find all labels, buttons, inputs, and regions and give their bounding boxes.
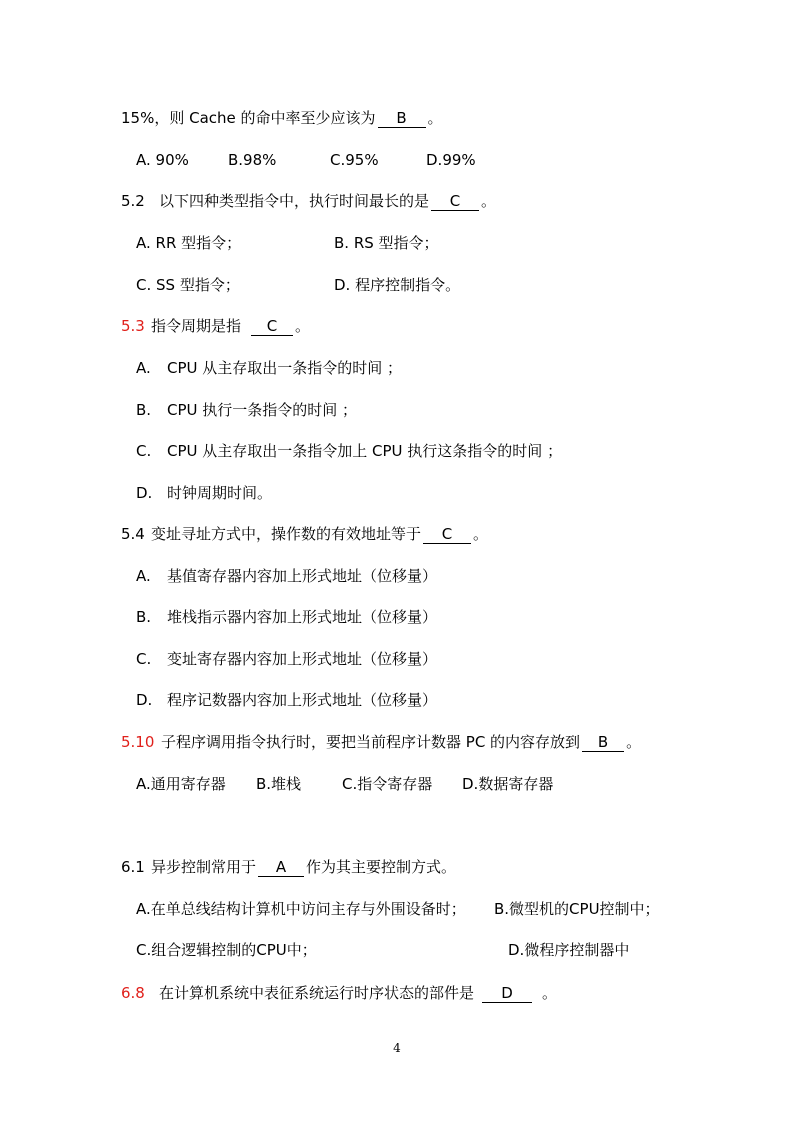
question-suffix: 。 (542, 984, 558, 1002)
question-5-4-option-b (136, 607, 437, 627)
question-6-1-options-row1 (136, 899, 660, 919)
option-text: 堆栈指示器内容加上形式地址（位移量） (167, 608, 438, 626)
question-5-4-option-c (136, 649, 437, 669)
option-b: B.堆栈 (256, 775, 302, 793)
question-5-4-option-a (136, 566, 437, 586)
option-c: C.指令寄存器 (342, 775, 433, 793)
question-5-4-option-d (136, 690, 437, 710)
question-number: 5.10 (121, 733, 155, 751)
answer-blank: B (582, 733, 624, 752)
question-5-3-option-c (136, 441, 562, 461)
question-5-3-option-d (136, 483, 272, 503)
option-b: B.98% (228, 151, 277, 169)
option-c: C.组合逻辑控制的CPU中； (136, 941, 317, 959)
question-number: 5.2 (121, 192, 145, 210)
question-5-10 (121, 732, 641, 752)
question-5-3-option-a (136, 358, 402, 378)
option-a: A. 90% (136, 151, 189, 169)
question-suffix: 。 (481, 192, 497, 210)
answer-blank: D (482, 984, 532, 1003)
option-d: D.99% (426, 151, 476, 169)
option-text: CPU 执行一条指令的时间 ； (167, 401, 358, 419)
question-suffix: 。 (427, 109, 443, 127)
question-cache-hit-rate (121, 108, 443, 128)
option-d: D.微程序控制器中 (508, 941, 630, 959)
question-6-8 (121, 983, 557, 1003)
question-suffix: 。 (295, 317, 311, 335)
question-5-3 (121, 316, 310, 336)
question-text: 变址寻址方式中，操作数的有效地址等于 (151, 525, 422, 543)
question-6-1 (121, 857, 456, 877)
question-suffix: 。 (626, 733, 642, 751)
answer-blank: B (378, 109, 426, 128)
question-5-3-option-b (136, 400, 357, 420)
option-letter: D. (136, 691, 153, 709)
question-5-10-options (136, 774, 553, 794)
question-text: 异步控制常用于 (151, 858, 257, 876)
option-a: A.通用寄存器 (136, 775, 226, 793)
option-letter: C. (136, 442, 152, 460)
option-d: D.数据寄存器 (462, 775, 554, 793)
question-text: 子程序调用指令执行时，要把当前程序计数器 PC 的内容存放到 (161, 733, 581, 751)
option-text: 时钟周期时间。 (167, 484, 273, 502)
question-text: 以下四种类型指令中，执行时间最长的是 (159, 192, 430, 210)
option-letter: A. (136, 567, 151, 585)
question-5-2-options-row2 (136, 275, 460, 295)
option-a: A.在单总线结构计算机中访问主存与外围设备时； (136, 900, 466, 918)
option-letter: D. (136, 484, 153, 502)
question-suffix: 。 (473, 525, 489, 543)
question-text: 15%，则 Cache 的命中率至少应该为 (121, 109, 376, 127)
option-text: 基值寄存器内容加上形式地址（位移量） (167, 567, 438, 585)
option-letter: A. (136, 359, 151, 377)
question-6-1-options-row2 (136, 940, 629, 960)
option-d: D. 程序控制指令。 (334, 276, 461, 294)
question-cache-options (136, 150, 476, 170)
question-number: 6.8 (121, 984, 145, 1002)
question-number: 6.1 (121, 858, 145, 876)
answer-blank: C (251, 317, 293, 336)
option-text: CPU 从主存取出一条指令的时间 ； (167, 359, 403, 377)
option-letter: C. (136, 650, 152, 668)
question-suffix: 作为其主要控制方式。 (306, 858, 457, 876)
option-a: A. RR 型指令； (136, 234, 242, 252)
question-number: 5.3 (121, 317, 145, 335)
page-number: 4 (393, 1041, 401, 1055)
answer-blank: A (258, 858, 304, 877)
answer-blank: C (431, 192, 479, 211)
answer-blank: C (423, 525, 471, 544)
option-b: B.微型机的CPU控制中； (494, 900, 660, 918)
question-text: 指令周期是指 (151, 317, 242, 335)
option-c: C.95% (330, 151, 379, 169)
question-5-2 (121, 191, 496, 211)
question-number: 5.4 (121, 525, 145, 543)
option-text: CPU 从主存取出一条指令加上 CPU 执行这条指令的时间 ； (167, 442, 563, 460)
option-letter: B. (136, 608, 152, 626)
question-5-2-options-row1 (136, 233, 439, 253)
option-c: C. SS 型指令； (136, 276, 240, 294)
question-text: 在计算机系统中表征系统运行时序状态的部件是 (159, 984, 475, 1002)
option-letter: B. (136, 401, 152, 419)
option-b: B. RS 型指令； (334, 234, 439, 252)
question-5-4 (121, 524, 488, 544)
option-text: 变址寄存器内容加上形式地址（位移量） (167, 650, 438, 668)
option-text: 程序记数器内容加上形式地址（位移量） (167, 691, 438, 709)
